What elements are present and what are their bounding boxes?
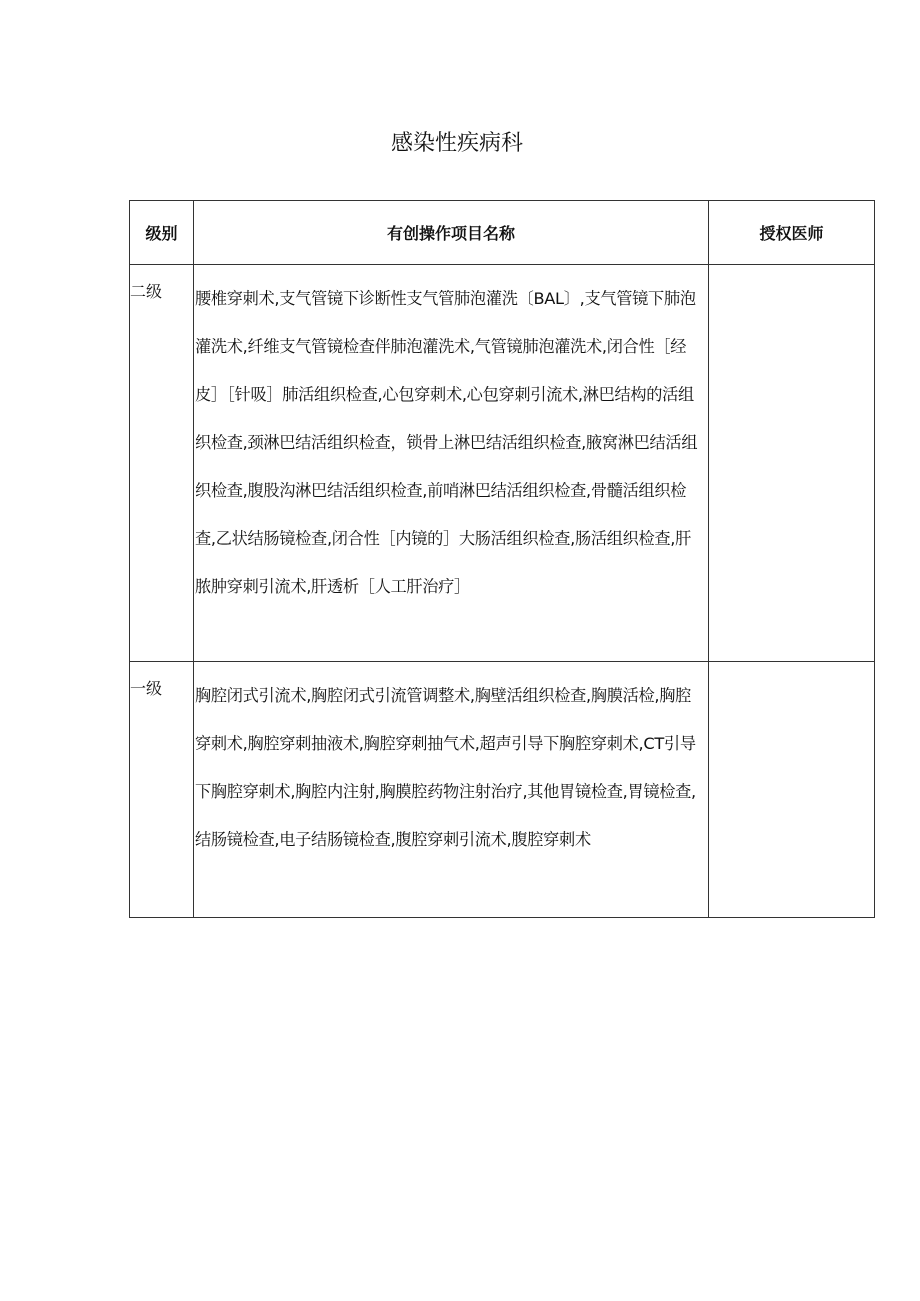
table-row (130, 265, 875, 662)
procedure-items-cell: 胸腔闭式引流术,胸腔闭式引流管调整术,胸壁活组织检查,胸膜活检,胸腔穿刺术,胸腔穿刺抽液术,胸腔穿刺抽气术,超声引导下胸腔穿刺术,CT引导下胸腔穿刺术,胸腔内注射,胸膜腔药物注射治疗,其他胃镜检查,胃镜检查,结肠镜检查,电子结肠镜检查,腹腔穿刺引流术,腹腔穿刺术 (194, 662, 709, 918)
authorization-table (129, 200, 875, 918)
table-header-row (130, 201, 875, 265)
header-doctor: 授权医师 (709, 201, 875, 265)
level-cell: 一级 (130, 662, 194, 918)
table-row (130, 662, 875, 918)
procedure-items-cell: 腰椎穿刺术,支气管镜下诊断性支气管肺泡灌洗〔BAL〕,支气管镜下肺泡灌洗术,纤维支气管镜检查伴肺泡灌洗术,气管镜肺泡灌洗术,闭合性［经皮］［针吸］肺活组织检查,心包穿刺术,心包穿刺引流术,淋巴结构的活组织检查,颈淋巴结活组织检查，锁骨上淋巴结活组织检查,腋窝淋巴结活组织检查,腹股沟淋巴结活组织检查,前哨淋巴结活组织检查,骨髓活组织检查,乙状结肠镜检查,闭合性［内镜的］大肠活组织检查,肠活组织检查,肝脓肿穿刺引流术,肝透析［人工肝治疗］ (194, 265, 709, 662)
level-cell: 二级 (130, 265, 194, 662)
header-level: 级别 (130, 201, 194, 265)
authorized-doctor-cell (709, 265, 875, 662)
page-title: 感染性疾病科 (390, 131, 523, 156)
authorized-doctor-cell (709, 662, 875, 918)
header-items: 有创操作项目名称 (194, 201, 709, 265)
